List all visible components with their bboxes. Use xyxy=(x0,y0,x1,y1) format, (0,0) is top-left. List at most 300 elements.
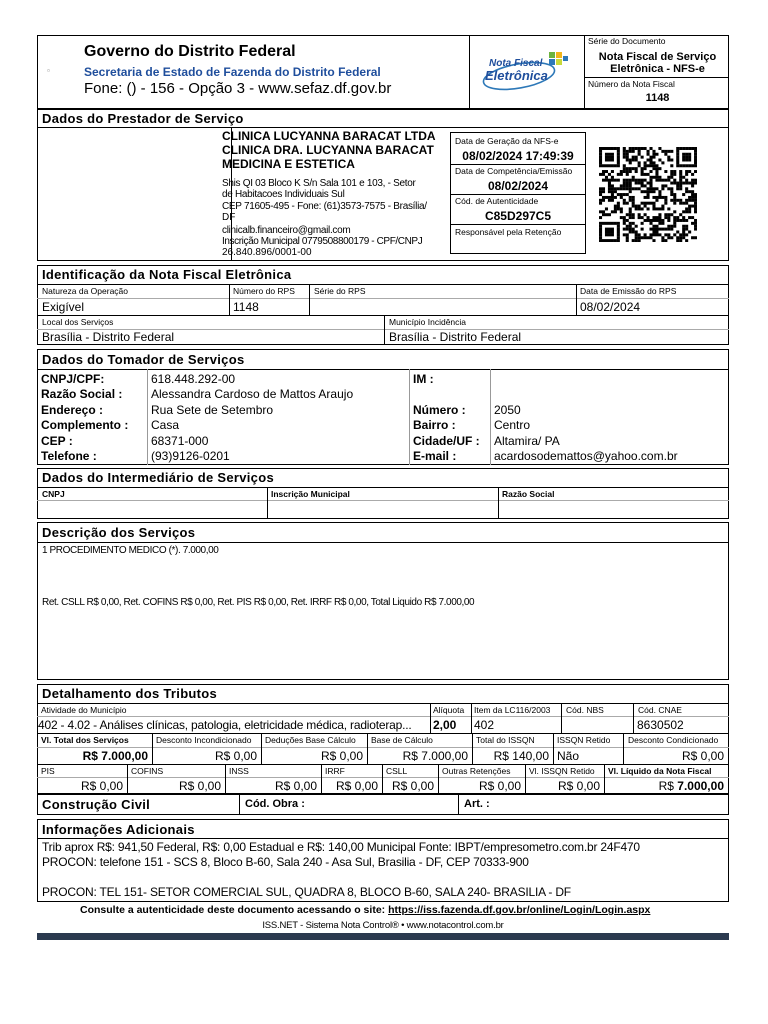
qr-module xyxy=(661,219,664,222)
retencao-label: Responsável pela Retenção xyxy=(455,227,562,237)
qr-module xyxy=(667,150,670,153)
qr-module xyxy=(652,156,655,159)
prestador-title: Dados do Prestador de Serviço xyxy=(42,111,244,126)
tomador-endereco-label: Endereço : xyxy=(41,403,104,417)
qr-module xyxy=(685,228,688,231)
tomador-numero-value: 2050 xyxy=(494,403,521,417)
qr-module xyxy=(611,228,614,231)
tomador-cep-label: CEP : xyxy=(41,434,73,448)
qr-module xyxy=(649,228,652,231)
qr-module xyxy=(608,159,611,162)
tomador-email-value: acardosodemattos@yahoo.com.br xyxy=(494,449,678,463)
geracao-label: Data de Geração da NFS-e xyxy=(455,136,559,146)
qr-module xyxy=(658,159,661,162)
qr-module xyxy=(676,150,679,153)
qr-module xyxy=(670,173,673,176)
qr-module xyxy=(617,156,620,159)
qr-module xyxy=(673,233,676,236)
numero-nota-value: 1148 xyxy=(645,92,670,104)
qr-module xyxy=(658,147,661,150)
qr-module xyxy=(667,159,670,162)
qr-module xyxy=(652,207,655,210)
qr-module xyxy=(694,193,697,196)
qr-module xyxy=(644,219,647,222)
qr-module xyxy=(679,202,682,205)
rps-value: 1148 xyxy=(233,300,259,314)
qr-module xyxy=(623,184,626,187)
qr-module xyxy=(694,170,697,173)
qr-module xyxy=(688,199,691,202)
qr-module xyxy=(635,233,638,236)
qr-module xyxy=(685,187,688,190)
qr-module xyxy=(688,190,691,193)
qr-module xyxy=(629,222,632,225)
qr-module xyxy=(673,193,676,196)
qr-module xyxy=(679,233,682,236)
qr-module xyxy=(688,216,691,219)
descricao-line1: 1 PROCEDIMENTO MEDICO (*). 7.000,00 xyxy=(42,545,219,556)
qr-module xyxy=(611,230,614,233)
qr-module xyxy=(649,179,652,182)
qr-module xyxy=(670,225,673,228)
qr-module xyxy=(632,239,635,242)
qr-module xyxy=(599,236,602,239)
qr-module xyxy=(655,196,658,199)
qr-module xyxy=(623,179,626,182)
qr-module xyxy=(682,228,685,231)
qr-module xyxy=(682,147,685,150)
qr-module xyxy=(602,239,605,242)
qr-module xyxy=(632,167,635,170)
qr-module xyxy=(682,230,685,233)
qr-module xyxy=(667,219,670,222)
qr-module xyxy=(685,170,688,173)
vl-total-value: R$ 7.000,00 xyxy=(82,749,148,763)
qr-module xyxy=(647,187,650,190)
qr-module xyxy=(655,167,658,170)
qr-module xyxy=(694,207,697,210)
qr-module xyxy=(688,205,691,208)
qr-module xyxy=(670,190,673,193)
prestador-addr3: CEP 71605-495 - Fone: (61)3573-7575 - Brasília/ xyxy=(222,201,427,212)
qr-module xyxy=(652,202,655,205)
qr-module xyxy=(623,182,626,185)
qr-module xyxy=(635,187,638,190)
qr-module xyxy=(629,230,632,233)
qr-module xyxy=(599,222,602,225)
qr-module xyxy=(599,164,602,167)
qr-module xyxy=(599,193,602,196)
qr-module xyxy=(673,222,676,225)
desc-cond-value: R$ 0,00 xyxy=(681,749,724,763)
tomador-telefone-label: Telefone : xyxy=(41,449,97,463)
qr-module xyxy=(635,239,638,242)
qr-module xyxy=(602,173,605,176)
qr-module xyxy=(661,150,664,153)
qr-module xyxy=(664,228,667,231)
tomador-cnpj-value: 618.448.292-00 xyxy=(151,372,236,386)
serie-line2: Eletrônica - NFS-e xyxy=(610,63,705,75)
local-label: Local dos Serviços xyxy=(42,317,114,327)
qr-module xyxy=(632,228,635,231)
qr-module xyxy=(599,239,602,242)
qr-module xyxy=(608,196,611,199)
intermediario-inscricao-label: Inscrição Municipal xyxy=(271,489,350,499)
qr-module xyxy=(608,182,611,185)
qr-module xyxy=(617,222,620,225)
qr-module xyxy=(629,161,632,164)
qr-module xyxy=(611,164,614,167)
qr-module xyxy=(694,196,697,199)
qr-module xyxy=(682,164,685,167)
qr-module xyxy=(667,216,670,219)
base-label: Base de Cálculo xyxy=(371,735,433,745)
qr-module xyxy=(658,193,661,196)
qr-module xyxy=(694,202,697,205)
qr-module xyxy=(679,213,682,216)
qr-module xyxy=(661,205,664,208)
tomador-cidade-label: Cidade/UF : xyxy=(413,434,480,448)
qr-module xyxy=(611,147,614,150)
qr-module xyxy=(620,173,623,176)
qr-module xyxy=(688,196,691,199)
qr-module xyxy=(632,156,635,159)
qr-module xyxy=(608,199,611,202)
qr-module xyxy=(614,190,617,193)
qr-module xyxy=(682,210,685,213)
inss-label: INSS xyxy=(229,766,249,776)
qr-module xyxy=(644,236,647,239)
pis-value: R$ 0,00 xyxy=(80,779,123,793)
tomador-bairro-value: Centro xyxy=(494,418,531,432)
qr-module xyxy=(611,156,614,159)
qr-module xyxy=(614,147,617,150)
qr-module xyxy=(611,170,614,173)
qr-module xyxy=(652,239,655,242)
qr-module xyxy=(632,176,635,179)
pis-label: PIS xyxy=(41,766,55,776)
qr-module xyxy=(655,230,658,233)
qr-module xyxy=(617,230,620,233)
qr-module xyxy=(617,225,620,228)
qr-module xyxy=(658,219,661,222)
qr-module xyxy=(602,222,605,225)
qr-module xyxy=(638,147,641,150)
qr-module xyxy=(676,161,679,164)
qr-module xyxy=(617,161,620,164)
qr-module xyxy=(617,193,620,196)
qr-module xyxy=(611,184,614,187)
tomador-endereco-value: Rua Sete de Setembro xyxy=(151,403,274,417)
qr-module xyxy=(635,225,638,228)
qr-module xyxy=(629,187,632,190)
qr-module xyxy=(658,179,661,182)
qr-module xyxy=(652,205,655,208)
qr-module xyxy=(599,187,602,190)
qr-module xyxy=(635,170,638,173)
qr-module xyxy=(679,170,682,173)
qr-module xyxy=(655,199,658,202)
qr-module xyxy=(655,228,658,231)
qr-module xyxy=(608,187,611,190)
nbs-label: Cód. NBS xyxy=(566,705,604,715)
qr-module xyxy=(626,236,629,239)
qr-module xyxy=(644,196,647,199)
qr-module xyxy=(679,187,682,190)
qr-module xyxy=(685,225,688,228)
qr-module xyxy=(611,239,614,242)
cnae-value: 8630502 xyxy=(637,718,684,732)
qr-module xyxy=(614,207,617,210)
qr-module xyxy=(629,170,632,173)
qr-module xyxy=(644,164,647,167)
qr-module xyxy=(667,207,670,210)
qr-module xyxy=(638,161,641,164)
qr-module xyxy=(661,187,664,190)
qr-module xyxy=(602,190,605,193)
qr-module xyxy=(638,187,641,190)
qr-module xyxy=(605,213,608,216)
qr-module xyxy=(605,147,608,150)
qr-module xyxy=(685,179,688,182)
qr-module xyxy=(685,164,688,167)
qr-module xyxy=(608,179,611,182)
qr-module xyxy=(667,187,670,190)
qr-module xyxy=(647,182,650,185)
qr-module xyxy=(655,216,658,219)
prestador-cnpj: 26.840.896/0001-00 xyxy=(222,247,312,258)
qr-module xyxy=(647,216,650,219)
qr-module xyxy=(652,228,655,231)
qr-module xyxy=(647,196,650,199)
qr-module xyxy=(626,156,629,159)
qr-module xyxy=(641,236,644,239)
qr-module xyxy=(635,230,638,233)
qr-module xyxy=(664,184,667,187)
tomador-numero-label: Número : xyxy=(413,403,466,417)
qr-module xyxy=(626,170,629,173)
qr-module xyxy=(676,239,679,242)
prestador-name3: MEDICINA E ESTETICA xyxy=(222,157,355,171)
numero-nota-label: Número da Nota Fiscal xyxy=(588,79,675,89)
qr-module xyxy=(655,170,658,173)
qr-module xyxy=(611,210,614,213)
qr-module xyxy=(629,213,632,216)
qr-module xyxy=(694,182,697,185)
qr-module xyxy=(608,228,611,231)
qr-module xyxy=(664,199,667,202)
qr-module xyxy=(661,236,664,239)
qr-module xyxy=(655,233,658,236)
qr-module xyxy=(638,233,641,236)
qr-module xyxy=(664,202,667,205)
qr-module xyxy=(676,187,679,190)
qr-module xyxy=(661,239,664,242)
qr-module xyxy=(644,205,647,208)
qr-module xyxy=(641,147,644,150)
qr-module xyxy=(611,190,614,193)
tomador-cidade-value: Altamira/ PA xyxy=(494,434,560,448)
data-rps-label: Data de Emissão do RPS xyxy=(580,286,677,296)
tomador-razao-label: Razão Social : xyxy=(41,387,123,401)
qr-module xyxy=(629,207,632,210)
qr-module xyxy=(647,190,650,193)
qr-module xyxy=(620,170,623,173)
qr-module xyxy=(614,239,617,242)
qr-module xyxy=(685,159,688,162)
qr-module xyxy=(682,156,685,159)
adicionais-title: Informações Adicionais xyxy=(42,822,195,837)
qr-module xyxy=(682,193,685,196)
qr-module xyxy=(691,184,694,187)
qr-module xyxy=(664,213,667,216)
qr-module xyxy=(617,159,620,162)
qr-module xyxy=(667,179,670,182)
qr-module xyxy=(647,193,650,196)
qr-module xyxy=(685,190,688,193)
qr-module xyxy=(599,156,602,159)
qr-module xyxy=(641,179,644,182)
qr-module xyxy=(676,147,679,150)
qr-module xyxy=(676,199,679,202)
qr-module xyxy=(602,199,605,202)
total-issqn-value: R$ 140,00 xyxy=(493,749,549,763)
qr-module xyxy=(626,159,629,162)
qr-module xyxy=(626,239,629,242)
qr-module xyxy=(649,182,652,185)
qr-module xyxy=(629,190,632,193)
qr-module xyxy=(641,207,644,210)
qr-module xyxy=(694,222,697,225)
csll-label: CSLL xyxy=(386,766,408,776)
qr-module xyxy=(617,228,620,231)
qr-module xyxy=(629,196,632,199)
qr-module xyxy=(635,207,638,210)
tomador-im-label: IM : xyxy=(413,372,434,386)
qr-module xyxy=(670,176,673,179)
qr-module xyxy=(664,179,667,182)
qr-module xyxy=(649,147,652,150)
deducoes-label: Deduções Base Cálculo xyxy=(265,735,356,745)
footer-consulte xyxy=(80,904,650,916)
qr-module xyxy=(611,199,614,202)
qr-module xyxy=(685,156,688,159)
qr-module xyxy=(638,207,641,210)
qr-module xyxy=(626,202,629,205)
qr-module xyxy=(655,153,658,156)
qr-module xyxy=(649,202,652,205)
qr-module xyxy=(605,233,608,236)
qr-module xyxy=(685,182,688,185)
qr-module xyxy=(632,147,635,150)
qr-module xyxy=(599,173,602,176)
qr-module xyxy=(658,233,661,236)
qr-module xyxy=(614,164,617,167)
qr-module xyxy=(658,213,661,216)
vl-liquido-label: Vl. Líquido da Nota Fiscal xyxy=(608,766,712,776)
qr-module xyxy=(652,230,655,233)
intermediario-title: Dados do Intermediário de Serviços xyxy=(42,470,274,485)
qr-module xyxy=(655,219,658,222)
qr-module xyxy=(611,196,614,199)
qr-module xyxy=(641,222,644,225)
qr-module xyxy=(670,182,673,185)
geracao-value: 08/02/2024 17:49:39 xyxy=(462,149,574,163)
qr-module xyxy=(694,147,697,150)
qr-module xyxy=(620,184,623,187)
footer-issnet: ISS.NET - Sistema Nota Control® • www.notacontrol.com.br xyxy=(262,920,504,931)
qr-module xyxy=(673,210,676,213)
qr-module xyxy=(641,216,644,219)
qr-module xyxy=(652,187,655,190)
qr-module xyxy=(617,179,620,182)
qr-module xyxy=(629,179,632,182)
qr-module xyxy=(649,184,652,187)
qr-module xyxy=(611,187,614,190)
qr-module xyxy=(644,147,647,150)
qr-module xyxy=(611,222,614,225)
tributos-title: Detalhamento dos Tributos xyxy=(42,686,218,701)
tomador-razao-value: Alessandra Cardoso de Mattos Araujo xyxy=(151,387,354,401)
inss-value: R$ 0,00 xyxy=(274,779,317,793)
prestador-addr2: de Habitacoes Individuais Sul xyxy=(222,189,345,200)
qr-module xyxy=(617,239,620,242)
tomador-title: Dados do Tomador de Serviços xyxy=(42,352,245,367)
footer-link[interactable]: https://iss.fazenda.df.gov.br/online/Login/Login.aspx xyxy=(388,904,651,916)
qr-module xyxy=(623,187,626,190)
qr-module xyxy=(632,199,635,202)
qr-module xyxy=(638,236,641,239)
qr-module xyxy=(617,153,620,156)
qr-module xyxy=(623,170,626,173)
qr-module xyxy=(652,176,655,179)
qr-module xyxy=(635,236,638,239)
qr-module xyxy=(676,216,679,219)
qr-module xyxy=(688,230,691,233)
qr-module xyxy=(629,210,632,213)
qr-module xyxy=(605,207,608,210)
qr-module xyxy=(614,196,617,199)
qr-module xyxy=(694,210,697,213)
qr-module xyxy=(676,182,679,185)
qr-module xyxy=(599,159,602,162)
qr-module xyxy=(608,173,611,176)
qr-module xyxy=(599,190,602,193)
qr-module xyxy=(670,236,673,239)
qr-module xyxy=(679,182,682,185)
natureza-value: Exigível xyxy=(42,300,85,314)
qr-module xyxy=(691,193,694,196)
qr-module xyxy=(694,159,697,162)
qr-module xyxy=(623,167,626,170)
qr-module xyxy=(649,161,652,164)
qr-module xyxy=(688,170,691,173)
qr-module xyxy=(682,176,685,179)
qr-module xyxy=(608,230,611,233)
qr-module xyxy=(691,164,694,167)
qr-module xyxy=(685,153,688,156)
qr-module xyxy=(685,233,688,236)
qr-module xyxy=(652,153,655,156)
qr-module xyxy=(691,222,694,225)
qr-module xyxy=(626,167,629,170)
qr-module xyxy=(605,196,608,199)
qr-module xyxy=(602,170,605,173)
qr-module xyxy=(685,199,688,202)
qr-module xyxy=(623,156,626,159)
data-rps-value: 08/02/2024 xyxy=(580,300,641,314)
qr-module xyxy=(679,236,682,239)
